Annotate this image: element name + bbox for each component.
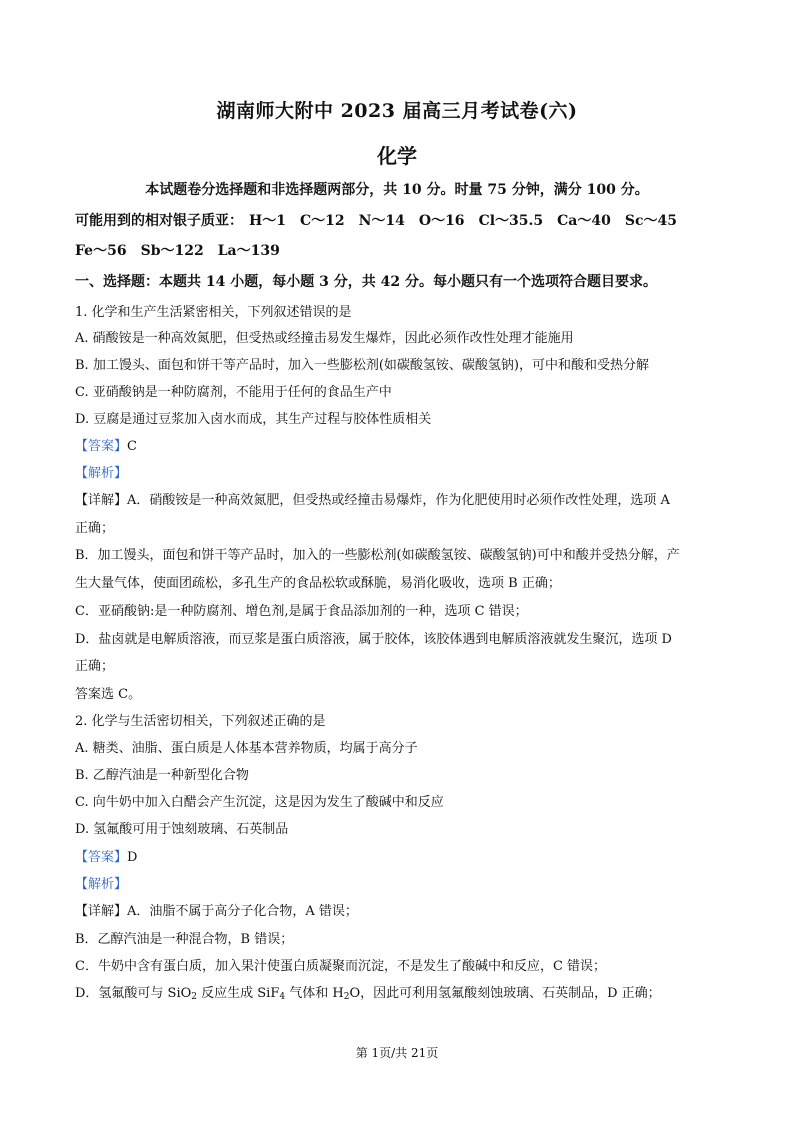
q2-answer	[75, 849, 725, 867]
q1-option-d: D. 豆腐是通过豆浆加入卤水而成，其生产过程与胶体性质相关	[75, 412, 432, 427]
q1-detail-line: B．加工馒头，面包和饼干等产品时，加入的一些膨松剂(如碳酸氢铵、碳酸氢钠)可中和酸并受热分解，产	[75, 548, 680, 563]
q1-answer	[75, 438, 725, 456]
atomic-mass-item: Ca～40	[557, 213, 611, 229]
answer-value: D	[127, 850, 138, 865]
q2-detail-line-d	[75, 985, 725, 1003]
atomic-masses-label: 可能用到的相对银子质亚：	[75, 213, 243, 229]
atomic-mass-item: O～16	[418, 213, 465, 229]
page-footer: 第 1页/共 21页	[355, 1046, 439, 1060]
q2-detail-line	[75, 903, 725, 921]
q1-analysis-tag	[75, 465, 725, 483]
q1-detail-line: D．盐卤就是电解质溶液，而豆浆是蛋白质溶液，属于胶体，该胶体遇到电解质溶液就发生聚沉，选项 D	[75, 632, 672, 647]
atomic-mass-item: Sc～45	[624, 213, 677, 229]
atomic-mass-item: Cl～35.5	[478, 213, 544, 229]
q1-detail-line: 正确；	[75, 659, 115, 674]
analysis-tag: 【解析】	[75, 466, 128, 481]
analysis-tag: 【解析】	[75, 877, 128, 892]
q1-conclusion: 答案选 C。	[75, 687, 142, 702]
atomic-mass-item: Sb～122	[140, 243, 204, 259]
atomic-mass-item: Fe～56	[75, 243, 127, 259]
q1-detail-line: 正确；	[75, 521, 115, 536]
q1-option-b: B. 加工馒头、面包和饼干等产品时，加入一些膨松剂(如碳酸氢铵、碳酸氢钠)，可中和酸和受热分解	[75, 358, 649, 373]
q2-stem: 2. 化学与生活密切相关，下列叙述正确的是	[75, 714, 326, 729]
q2-analysis-tag	[75, 876, 725, 894]
atomic-mass-item: C～12	[299, 213, 345, 229]
atomic-masses-line-2	[75, 242, 725, 260]
q1-stem: 1. 化学和生产生活紧密相关，下列叙述错误的是	[75, 305, 352, 320]
atomic-mass-item: N～14	[358, 213, 405, 229]
subscript: 2	[191, 992, 198, 1002]
detail-text: O，因此可利用氢氟酸刻蚀玻璃、石英制品，D 正确；	[349, 986, 661, 1001]
atomic-mass-item: H～1	[249, 213, 286, 229]
section-heading: 一、选择题：本题共 14 小题，每小题 3 分，共 42 分。每小题只有一个选项符合题目要求。	[75, 274, 657, 290]
subject-title: 化学	[377, 144, 417, 168]
detail-text: 气体和 H	[285, 986, 344, 1001]
subscript: 4	[279, 992, 286, 1002]
q2-detail-line: B．乙醇汽油是一种混合物，B 错误；	[75, 932, 294, 947]
answer-tag: 【答案】	[75, 850, 128, 865]
q2-option-c: C. 向牛奶中加入白醋会产生沉淀，这是因为发生了酸碱中和反应	[75, 795, 444, 810]
atomic-mass-item: La～139	[217, 243, 280, 259]
atomic-masses-line-1	[75, 212, 725, 230]
q1-detail-line	[75, 492, 725, 510]
answer-tag: 【答案】	[75, 439, 128, 454]
detail-text: D．氢氟酸可与 SiO	[75, 986, 192, 1001]
q2-option-b: B. 乙醇汽油是一种新型化合物	[75, 768, 249, 783]
q1-option-a: A. 硝酸铵是一种高效氮肥，但受热或经撞击易发生爆炸，因此必须作改性处理才能施用	[75, 331, 574, 346]
detail-tag: 【详解】	[75, 904, 128, 919]
q1-option-c: C. 亚硝酸钠是一种防腐剂，不能用于任何的食品生产中	[75, 385, 392, 400]
q1-detail-line: 生大量气体，使面团疏松，多孔生产的食品松软或酥脆，易消化吸收，选项 B 正确；	[75, 576, 561, 591]
detail-tag: 【详解】	[75, 493, 128, 508]
subscript: 2	[343, 992, 350, 1002]
exam-title: 湖南师大附中 2023 届高三月考试卷(六)	[216, 100, 578, 122]
q1-detail-line: C．亚硝酸钠:是一种防腐剂、增色剂,是属于食品添加剂的一种，选项 C 错误；	[75, 604, 528, 619]
detail-text: 反应生成 SiF	[197, 986, 280, 1001]
exam-intro: 本试题卷分选择题和非选择题两部分，共 10 分。时量 75 分钟，满分 100 分。	[145, 182, 649, 198]
q2-option-a: A. 糖类、油脂、蛋白质是人体基本营养物质，均属于高分子	[75, 741, 418, 756]
detail-text: A．硝酸铵是一种高效氮肥，但受热或经撞击易爆炸，作为化肥使用时必须作改性处理，选项 A	[127, 493, 670, 508]
answer-value: C	[127, 439, 137, 454]
detail-text: A．油脂不属于高分子化合物，A 错误；	[127, 904, 358, 919]
q2-option-d: D. 氢氟酸可用于蚀刻玻璃、石英制品	[75, 822, 289, 837]
q2-detail-line: C．牛奶中含有蛋白质，加入果汁使蛋白质凝聚而沉淀，不是发生了酸碱中和反应，C 错误；	[75, 959, 607, 974]
